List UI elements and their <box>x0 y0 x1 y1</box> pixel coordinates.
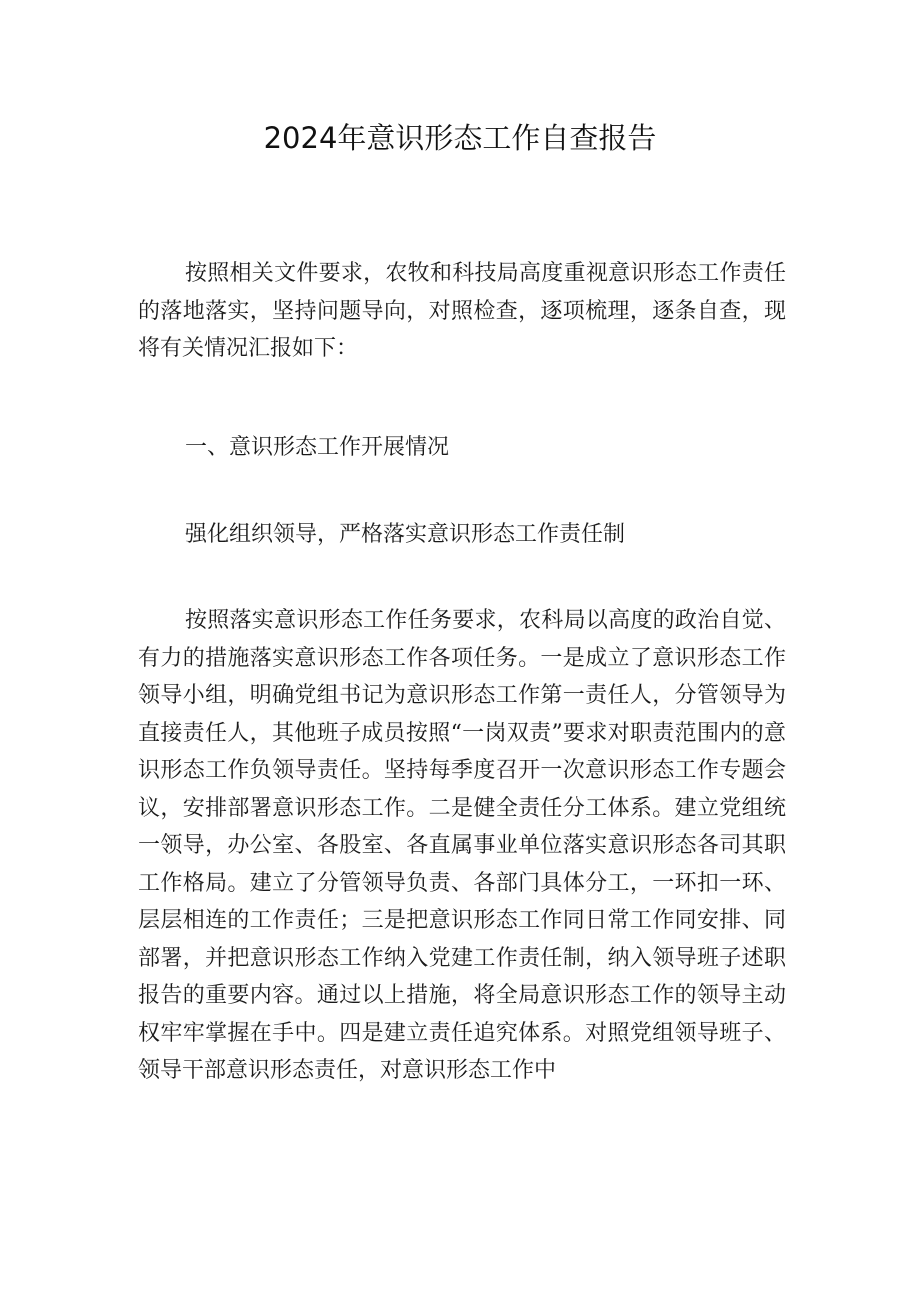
body-paragraph: 按照落实意识形态工作任务要求，农科局以高度的政治自觉、有力的措施落实意识形态工作各项任务。一是成立了意识形态工作领导小组，明确党组书记为意识形态工作第一责任人，分管领导为直接责任人，其他班子成员按照“一岗双责”要求对职责范围内的意识形态工作负领导责任。坚持每季度召开一次意识形态工作专题会议，安排部署意识形态工作。二是健全责任分工体系。建立党组统一领导，办公室、各股室、各直属事业单位落实意识形态各司其职工作格局。建立了分管领导负责、各部门具体分工，一环扣一环、层层相连的工作责任；三是把意识形态工作同日常工作同安排、同部署，并把意识形态工作纳入党建工作责任制，纳入领导班子述职报告的重要内容。通过以上措施，将全局意识形态工作的领导主动权牢牢掌握在手中。四是建立责任追究体系。对照党组领导班子、领导干部意识形态责任，对意识形态工作中 <box>138 608 786 1083</box>
intro-paragraph: 按照相关文件要求，农牧和科技局高度重视意识形态工作责任的落地落实，坚持问题导向，对照检查，逐项梳理，逐条自查，现将有关情况汇报如下： <box>138 261 786 361</box>
section-heading: 一、意识形态工作开展情况 <box>185 435 450 460</box>
document-title: 2024年意识形态工作自查报告 <box>263 121 657 155</box>
subsection-heading: 强化组织领导，严格落实意识形态工作责任制 <box>185 522 626 547</box>
